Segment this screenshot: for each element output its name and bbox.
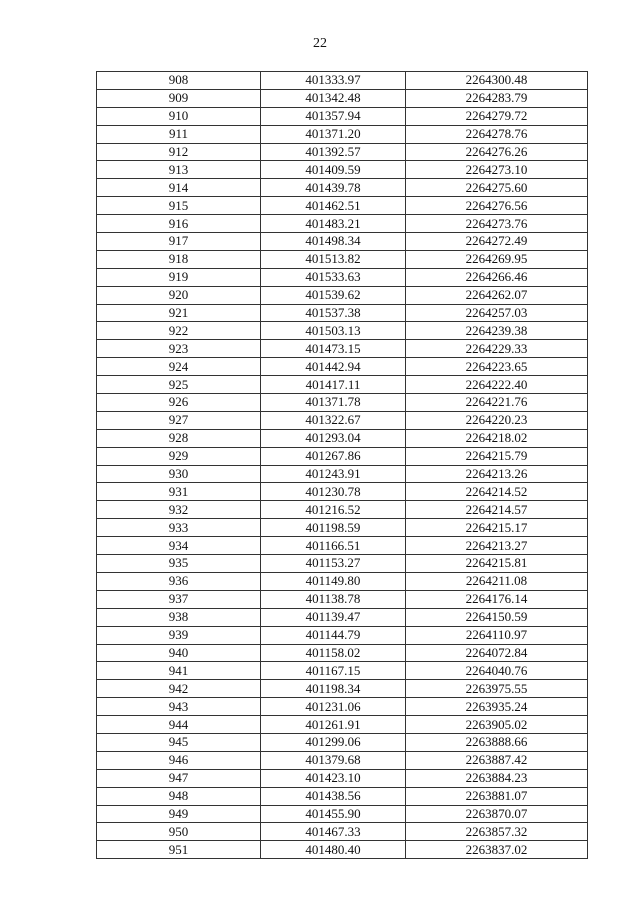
point-number-cell: 908 — [97, 72, 261, 90]
y-coordinate-cell: 2264222.40 — [406, 376, 588, 394]
table-row — [97, 125, 588, 143]
table-row — [97, 662, 588, 680]
table-row — [97, 107, 588, 125]
y-coordinate-cell: 2264257.03 — [406, 304, 588, 322]
y-coordinate-cell: 2264215.79 — [406, 447, 588, 465]
table-row — [97, 376, 588, 394]
y-coordinate-cell: 2263881.07 — [406, 787, 588, 805]
point-number-cell: 930 — [97, 465, 261, 483]
y-coordinate-cell: 2264276.26 — [406, 143, 588, 161]
point-number-cell: 933 — [97, 519, 261, 537]
point-number-cell: 932 — [97, 501, 261, 519]
x-coordinate-cell: 401166.51 — [261, 537, 406, 555]
x-coordinate-cell: 401379.68 — [261, 751, 406, 769]
y-coordinate-cell: 2264276.56 — [406, 197, 588, 215]
x-coordinate-cell: 401153.27 — [261, 555, 406, 573]
y-coordinate-cell: 2264220.23 — [406, 411, 588, 429]
table-row — [97, 161, 588, 179]
point-number-cell: 949 — [97, 805, 261, 823]
point-number-cell: 937 — [97, 590, 261, 608]
y-coordinate-cell: 2264221.76 — [406, 394, 588, 412]
y-coordinate-cell: 2264283.79 — [406, 89, 588, 107]
table-row — [97, 519, 588, 537]
point-number-cell: 926 — [97, 394, 261, 412]
point-number-cell: 945 — [97, 733, 261, 751]
table-row — [97, 823, 588, 841]
y-coordinate-cell: 2264239.38 — [406, 322, 588, 340]
point-number-cell: 924 — [97, 358, 261, 376]
x-coordinate-cell: 401139.47 — [261, 608, 406, 626]
x-coordinate-cell: 401357.94 — [261, 107, 406, 125]
y-coordinate-cell: 2264275.60 — [406, 179, 588, 197]
table-row — [97, 555, 588, 573]
x-coordinate-cell: 401533.63 — [261, 268, 406, 286]
table-row — [97, 411, 588, 429]
x-coordinate-cell: 401149.80 — [261, 572, 406, 590]
point-number-cell: 923 — [97, 340, 261, 358]
point-number-cell: 939 — [97, 626, 261, 644]
x-coordinate-cell: 401503.13 — [261, 322, 406, 340]
point-number-cell: 911 — [97, 125, 261, 143]
y-coordinate-cell: 2264266.46 — [406, 268, 588, 286]
y-coordinate-cell: 2263857.32 — [406, 823, 588, 841]
y-coordinate-cell: 2264300.48 — [406, 72, 588, 90]
y-coordinate-cell: 2264273.76 — [406, 215, 588, 233]
table-row — [97, 89, 588, 107]
table-row — [97, 322, 588, 340]
table-row — [97, 429, 588, 447]
table-row — [97, 537, 588, 555]
x-coordinate-cell: 401293.04 — [261, 429, 406, 447]
point-number-cell: 942 — [97, 680, 261, 698]
table-row — [97, 590, 588, 608]
point-number-cell: 950 — [97, 823, 261, 841]
point-number-cell: 914 — [97, 179, 261, 197]
y-coordinate-cell: 2264273.10 — [406, 161, 588, 179]
x-coordinate-cell: 401409.59 — [261, 161, 406, 179]
table-row — [97, 179, 588, 197]
y-coordinate-cell: 2264269.95 — [406, 250, 588, 268]
point-number-cell: 928 — [97, 429, 261, 447]
y-coordinate-cell: 2264213.27 — [406, 537, 588, 555]
table-row — [97, 304, 588, 322]
x-coordinate-cell: 401423.10 — [261, 769, 406, 787]
y-coordinate-cell: 2263884.23 — [406, 769, 588, 787]
table-row — [97, 608, 588, 626]
table-row — [97, 233, 588, 251]
point-number-cell: 947 — [97, 769, 261, 787]
x-coordinate-cell: 401333.97 — [261, 72, 406, 90]
table-row — [97, 465, 588, 483]
x-coordinate-cell: 401299.06 — [261, 733, 406, 751]
y-coordinate-cell: 2263888.66 — [406, 733, 588, 751]
table-row — [97, 250, 588, 268]
table-row — [97, 143, 588, 161]
point-number-cell: 912 — [97, 143, 261, 161]
table-row — [97, 215, 588, 233]
x-coordinate-cell: 401392.57 — [261, 143, 406, 161]
table-row — [97, 644, 588, 662]
table-row — [97, 733, 588, 751]
y-coordinate-cell: 2264218.02 — [406, 429, 588, 447]
table-row — [97, 358, 588, 376]
table-row — [97, 340, 588, 358]
y-coordinate-cell: 2264278.76 — [406, 125, 588, 143]
table-row — [97, 680, 588, 698]
y-coordinate-cell: 2263870.07 — [406, 805, 588, 823]
y-coordinate-cell: 2264110.97 — [406, 626, 588, 644]
table-row — [97, 716, 588, 734]
x-coordinate-cell: 401442.94 — [261, 358, 406, 376]
x-coordinate-cell: 401144.79 — [261, 626, 406, 644]
table-row — [97, 286, 588, 304]
x-coordinate-cell: 401473.15 — [261, 340, 406, 358]
y-coordinate-cell: 2264279.72 — [406, 107, 588, 125]
x-coordinate-cell: 401158.02 — [261, 644, 406, 662]
point-number-cell: 934 — [97, 537, 261, 555]
x-coordinate-cell: 401138.78 — [261, 590, 406, 608]
x-coordinate-cell: 401371.78 — [261, 394, 406, 412]
x-coordinate-cell: 401539.62 — [261, 286, 406, 304]
point-number-cell: 922 — [97, 322, 261, 340]
point-number-cell: 941 — [97, 662, 261, 680]
table-row — [97, 626, 588, 644]
y-coordinate-cell: 2264213.26 — [406, 465, 588, 483]
point-number-cell: 913 — [97, 161, 261, 179]
x-coordinate-cell: 401483.21 — [261, 215, 406, 233]
x-coordinate-cell: 401537.38 — [261, 304, 406, 322]
table-row — [97, 501, 588, 519]
x-coordinate-cell: 401462.51 — [261, 197, 406, 215]
x-coordinate-cell: 401467.33 — [261, 823, 406, 841]
y-coordinate-cell: 2264214.52 — [406, 483, 588, 501]
point-number-cell: 940 — [97, 644, 261, 662]
y-coordinate-cell: 2264272.49 — [406, 233, 588, 251]
point-number-cell: 948 — [97, 787, 261, 805]
point-number-cell: 951 — [97, 841, 261, 859]
table-row — [97, 805, 588, 823]
point-number-cell: 921 — [97, 304, 261, 322]
point-number-cell: 935 — [97, 555, 261, 573]
x-coordinate-cell: 401371.20 — [261, 125, 406, 143]
y-coordinate-cell: 2264211.08 — [406, 572, 588, 590]
point-number-cell: 927 — [97, 411, 261, 429]
x-coordinate-cell: 401243.91 — [261, 465, 406, 483]
x-coordinate-cell: 401417.11 — [261, 376, 406, 394]
point-number-cell: 938 — [97, 608, 261, 626]
x-coordinate-cell: 401322.67 — [261, 411, 406, 429]
x-coordinate-cell: 401231.06 — [261, 698, 406, 716]
table-row — [97, 268, 588, 286]
table-row — [97, 447, 588, 465]
y-coordinate-cell: 2264215.81 — [406, 555, 588, 573]
y-coordinate-cell: 2263935.24 — [406, 698, 588, 716]
x-coordinate-cell: 401438.56 — [261, 787, 406, 805]
point-number-cell: 920 — [97, 286, 261, 304]
y-coordinate-cell: 2264150.59 — [406, 608, 588, 626]
x-coordinate-cell: 401167.15 — [261, 662, 406, 680]
point-number-cell: 916 — [97, 215, 261, 233]
x-coordinate-cell: 401480.40 — [261, 841, 406, 859]
y-coordinate-cell: 2264229.33 — [406, 340, 588, 358]
x-coordinate-cell: 401216.52 — [261, 501, 406, 519]
point-number-cell: 910 — [97, 107, 261, 125]
y-coordinate-cell: 2264072.84 — [406, 644, 588, 662]
x-coordinate-cell: 401439.78 — [261, 179, 406, 197]
x-coordinate-cell: 401230.78 — [261, 483, 406, 501]
x-coordinate-cell: 401455.90 — [261, 805, 406, 823]
point-number-cell: 936 — [97, 572, 261, 590]
table-row — [97, 483, 588, 501]
table-row — [97, 197, 588, 215]
y-coordinate-cell: 2264215.17 — [406, 519, 588, 537]
x-coordinate-cell: 401261.91 — [261, 716, 406, 734]
point-number-cell: 918 — [97, 250, 261, 268]
table-row — [97, 72, 588, 90]
x-coordinate-cell: 401198.34 — [261, 680, 406, 698]
y-coordinate-cell: 2263887.42 — [406, 751, 588, 769]
table-row — [97, 841, 588, 859]
x-coordinate-cell: 401198.59 — [261, 519, 406, 537]
coordinates-table-body — [97, 72, 588, 859]
point-number-cell: 909 — [97, 89, 261, 107]
y-coordinate-cell: 2263975.55 — [406, 680, 588, 698]
table-row — [97, 572, 588, 590]
x-coordinate-cell: 401267.86 — [261, 447, 406, 465]
table-row — [97, 751, 588, 769]
point-number-cell: 917 — [97, 233, 261, 251]
point-number-cell: 931 — [97, 483, 261, 501]
page-number: 22 — [313, 36, 327, 51]
point-number-cell: 944 — [97, 716, 261, 734]
x-coordinate-cell: 401498.34 — [261, 233, 406, 251]
y-coordinate-cell: 2264040.76 — [406, 662, 588, 680]
table-row — [97, 769, 588, 787]
point-number-cell: 943 — [97, 698, 261, 716]
x-coordinate-cell: 401513.82 — [261, 250, 406, 268]
point-number-cell: 919 — [97, 268, 261, 286]
coordinates-table — [96, 71, 588, 859]
point-number-cell: 915 — [97, 197, 261, 215]
table-row — [97, 698, 588, 716]
y-coordinate-cell: 2263837.02 — [406, 841, 588, 859]
table-row — [97, 394, 588, 412]
point-number-cell: 925 — [97, 376, 261, 394]
table-row — [97, 787, 588, 805]
point-number-cell: 929 — [97, 447, 261, 465]
y-coordinate-cell: 2264262.07 — [406, 286, 588, 304]
point-number-cell: 946 — [97, 751, 261, 769]
y-coordinate-cell: 2264176.14 — [406, 590, 588, 608]
y-coordinate-cell: 2264214.57 — [406, 501, 588, 519]
y-coordinate-cell: 2264223.65 — [406, 358, 588, 376]
y-coordinate-cell: 2263905.02 — [406, 716, 588, 734]
x-coordinate-cell: 401342.48 — [261, 89, 406, 107]
